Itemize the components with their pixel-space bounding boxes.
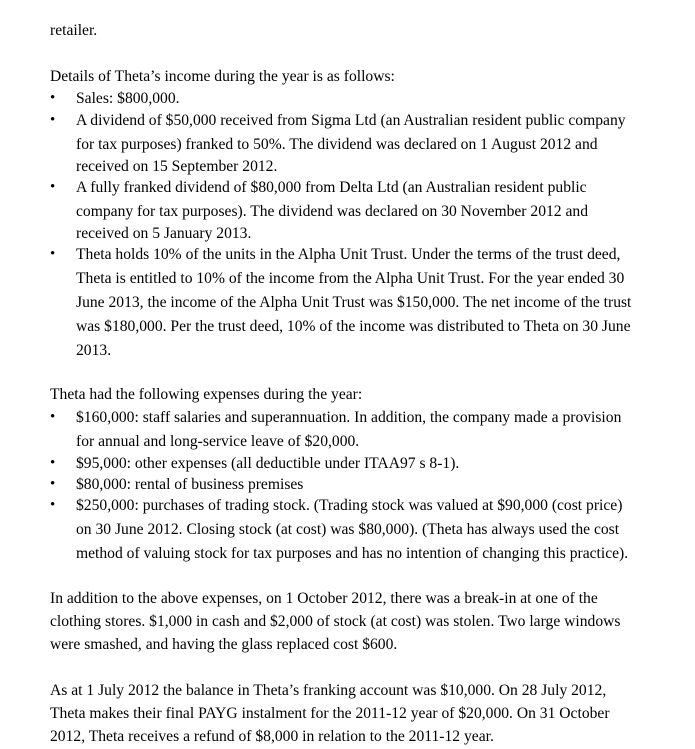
income-item-delta-line: received on 5 January 2013. xyxy=(76,225,252,242)
bullet-icon: • xyxy=(50,497,56,513)
income-item-sales: Sales: $800,000. xyxy=(76,90,180,107)
expense-item-other: $95,000: other expenses (all deductible under ITAA97 s 8-1). xyxy=(76,455,460,472)
breakin-paragraph-line: were smashed, and having the glass replaced cost $600. xyxy=(50,636,398,653)
income-heading: Details of Theta’s income during the year is as follows: xyxy=(50,68,395,85)
expense-item-salaries-line: $160,000: staff salaries and superannuation. In addition, the company made a provision xyxy=(76,409,622,426)
bullet-icon: • xyxy=(50,246,56,262)
income-item-alpha-line: was $180,000. Per the trust deed, 10% of the income was distributed to Theta on 30 June xyxy=(76,318,631,335)
income-item-alpha-line: Theta holds 10% of the units in the Alpha Unit Trust. Under the terms of the trust deed, xyxy=(76,246,621,263)
bullet-icon: • xyxy=(50,112,56,128)
expense-item-stock-line: $250,000: purchases of trading stock. (Trading stock was valued at $90,000 (cost price) xyxy=(76,497,623,514)
income-item-alpha-line: 2013. xyxy=(76,342,112,359)
expenses-heading: Theta had the following expenses during the year: xyxy=(50,386,363,403)
bullet-icon: • xyxy=(50,476,56,492)
text-line: retailer. xyxy=(50,22,98,39)
bullet-icon: • xyxy=(50,90,56,106)
income-item-alpha-line: June 2013, the income of the Alpha Unit Trust was $150,000. The net income of the trust xyxy=(76,294,632,311)
bullet-icon: • xyxy=(50,179,56,195)
bullet-icon: • xyxy=(50,409,56,425)
expense-item-stock-line: on 30 June 2012. Closing stock (at cost) was $80,000). (Theta has always used the cost xyxy=(76,521,620,538)
expense-item-rental: $80,000: rental of business premises xyxy=(76,476,304,493)
breakin-paragraph-line: In addition to the above expenses, on 1 October 2012, there was a break-in at one of the xyxy=(50,590,598,607)
expense-item-salaries-line: for annual and long-service leave of $20,000. xyxy=(76,433,360,450)
bullet-icon: • xyxy=(50,455,56,471)
franking-paragraph-line: As at 1 July 2012 the balance in Theta’s franking account was $10,000. On 28 July 2012, xyxy=(50,682,607,699)
income-item-sigma-line: for tax purposes) franked to 50%. The dividend was declared on 1 August 2012 and xyxy=(76,136,598,153)
franking-paragraph-line: Theta makes their final PAYG instalment for the 2011-12 year of $20,000. On 31 October xyxy=(50,705,610,722)
income-item-delta-line: A fully franked dividend of $80,000 from Delta Ltd (an Australian resident public xyxy=(76,179,587,196)
income-item-delta-line: company for tax purposes). The dividend was declared on 30 November 2012 and xyxy=(76,203,588,220)
income-item-sigma-line: received on 15 September 2012. xyxy=(76,158,278,175)
franking-paragraph-line: 2012, Theta receives a refund of $8,000 in relation to the 2011-12 year. xyxy=(50,728,494,745)
income-item-alpha-line: Theta is entitled to 10% of the income from the Alpha Unit Trust. For the year ended 30 xyxy=(76,270,625,287)
breakin-paragraph-line: clothing stores. $1,000 in cash and $2,000 of stock (at cost) was stolen. Two large windows xyxy=(50,613,621,630)
income-item-sigma-line: A dividend of $50,000 received from Sigma Ltd (an Australian resident public company xyxy=(76,112,626,129)
expense-item-stock-line: method of valuing stock for tax purposes and has no intention of changing this practice). xyxy=(76,545,629,562)
